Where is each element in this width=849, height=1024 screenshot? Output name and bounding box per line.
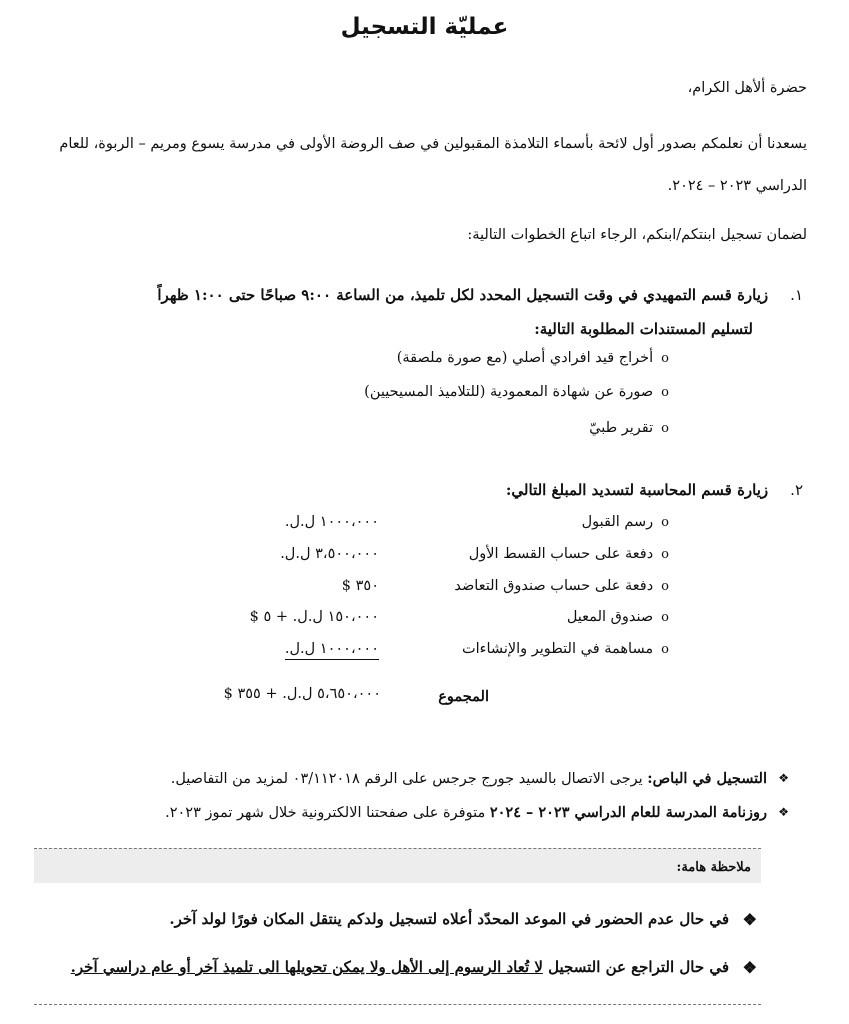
important-note-label: ملاحظة هامة: [676,860,751,875]
step-1-text: زيارة قسم التمهيدي في وقت التسجيل المحدد لكل تلميذ، من الساعة ٩:٠٠ صباحًا حتى ١:٠٠ ظهراً [157,286,769,304]
note-bold: روزنامة المدرسة للعام الدراسي ٢٠٢٣ – ٢٠٢٤ [489,804,767,821]
fee-amount: ٣،٥٠٠،٠٠٠ ل.ل. [280,546,379,562]
intro-line-2: الدراسي ٢٠٢٣ – ٢٠٢٤. [667,178,807,194]
note-school-calendar [165,804,789,821]
document-item: oأخراج قيد افرادي أصلي (مع صورة ملصقة) [396,350,669,366]
important-note-header [34,848,761,883]
step-1-continued: لتسليم المستندات المطلوبة التالية: [534,320,753,338]
step-2-text: زيارة قسم المحاسبة لتسديد المبلغ التالي: [505,481,769,499]
note-text: متوفرة على صفحتنا الالكترونية خلال شهر تموز ٢٠٢٣. [165,805,490,821]
diamond-star-icon: ❖ [778,805,789,819]
note-bus-registration [170,770,789,787]
step-2-number: ٢. [790,481,803,499]
total-amount: ٥،٦٥٠،٠٠٠ ل.ل. + ٣٥٥ $ [223,686,381,702]
fee-label: oدفعة على حساب صندوق التعاضد [454,578,669,594]
warning-text: في حال التراجع عن التسجيل [542,958,729,976]
step-2 [506,481,803,499]
warning-text: في حال عدم الحضور في الموعد المحدّد أعلاه لتسجيل ولدكم ينتقل المكان فورًا لولد آخر. [169,910,729,928]
fee-amount [285,641,379,657]
fee-label: oرسم القبول [581,514,669,530]
circle-bullet-icon: o [661,351,669,366]
warning-item [70,958,757,977]
circle-bullet-icon: o [661,642,669,657]
circle-bullet-icon: o [661,421,669,436]
document-item: oصورة عن شهادة المعمودية (للتلاميذ المسيحيين) [364,384,669,400]
document-item: oتقرير طبيّ [589,420,669,436]
fee-amount: ١٠٠٠،٠٠٠ ل.ل. [284,514,379,530]
circle-bullet-icon: o [661,579,669,594]
diamond-star-icon: ❖ [778,771,789,785]
fee-label: oصندوق المعيل [566,609,669,625]
circle-bullet-icon: o [661,515,669,530]
total-label: المجموع [438,688,489,705]
fee-amount-underlined: ١٠٠٠،٠٠٠ ل.ل. [285,641,379,660]
fee-label: oمساهمة في التطوير والإنشاءات [461,641,669,657]
step-1-number: ١. [790,286,803,304]
intro-line-1: يسعدنا أن نعلمكم بصدور أول لائحة بأسماء التلامذة المقبولين في صف الروضة الأولى في مدرسة يسوع ومريم – الربوة، للعام [59,136,807,152]
circle-bullet-icon: o [661,385,669,400]
note-bold: التسجيل في الباص: [647,770,767,787]
circle-bullet-icon: o [661,610,669,625]
greeting: حضرة ألأهل الكرام، [687,80,807,96]
warning-item [169,910,757,929]
diamond-star-icon: ❖ [742,910,757,929]
intro-line-3: لضمان تسجيل ابنتكم/ابنكم، الرجاء اتباع الخطوات التالية: [467,227,807,243]
circle-bullet-icon: o [661,547,669,562]
warning-text-underlined: لا تُعاد الرسوم إلى الأهل ولا يمكن تحويلها الى تلميذ آخر أو عام دراسي آخر. [70,958,543,976]
fee-amount: ٣٥٠ $ [341,578,379,594]
diamond-star-icon: ❖ [742,958,757,977]
fee-amount: ١٥٠،٠٠٠ ل.ل. + ٥ $ [249,609,379,625]
note-text: يرجى الاتصال بالسيد جورج جرجس على الرقم ٠٣/١١٢٠١٨ لمزيد من التفاصيل. [170,771,648,787]
fee-label: oدفعة على حساب القسط الأول [468,546,669,562]
page-title: عمليّة التسجيل [340,14,509,40]
step-1 [157,286,803,304]
divider [34,1004,761,1005]
